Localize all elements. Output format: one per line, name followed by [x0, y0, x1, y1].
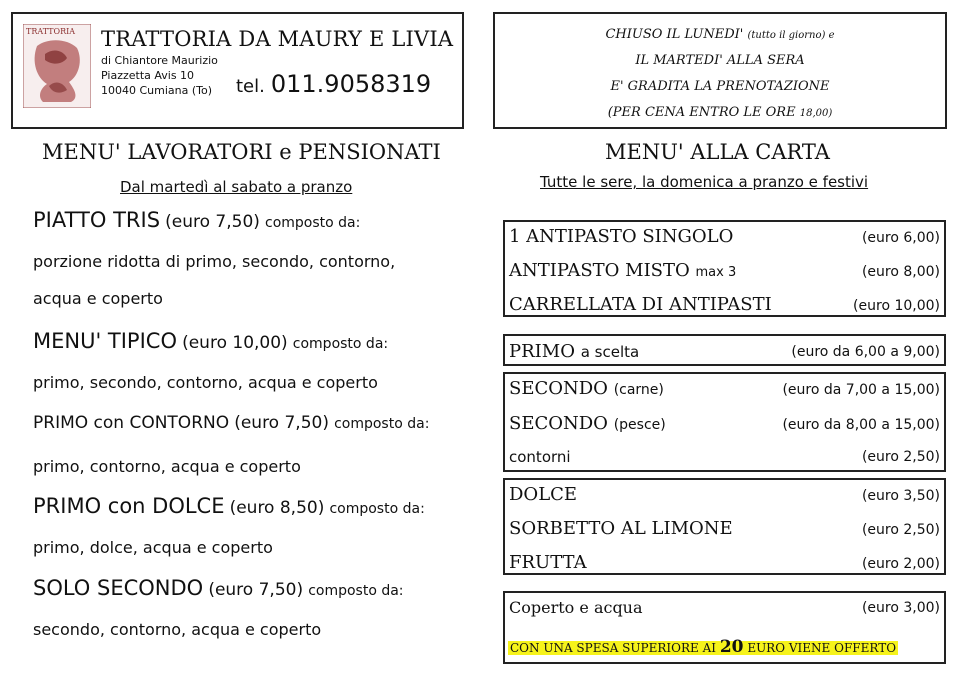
- menu-item-name: SECONDO: [509, 413, 608, 434]
- offer-description: porzione ridotta di primo, secondo, contorno,: [33, 252, 396, 271]
- notice-dinner-time: 18,00): [799, 108, 833, 119]
- carta-menu-subtitle: Tutte le sere, la domenica a pranzo e festivi: [540, 173, 869, 191]
- restaurant-header: [11, 12, 464, 129]
- menu-item-price: (euro 3,00): [861, 600, 940, 616]
- offer-suffix: composto da:: [292, 336, 389, 352]
- offer-suffix: composto da:: [265, 215, 361, 231]
- dolci-group: [503, 478, 946, 575]
- notice-line-2: IL MARTEDI' ALLA SERA: [635, 53, 805, 68]
- menu-item-price: (euro 6,00): [861, 230, 940, 246]
- notice-dinner: (PER CENA ENTRO LE ORE: [607, 105, 796, 120]
- menu-item-name: PRIMO: [509, 341, 575, 362]
- offer-text-post: EURO VIENE OFFERTO: [747, 641, 897, 655]
- notice-closed-monday: CHIUSO IL LUNEDI': [605, 27, 744, 42]
- menu-item-price: (euro 10,00): [853, 298, 940, 314]
- offer-text-pre: CON UNA SPESA SUPERIORE AI: [510, 641, 716, 655]
- offer-description: primo, dolce, acqua e coperto: [33, 538, 273, 557]
- offer-heading: [33, 494, 425, 518]
- offer-price: (euro 7,50): [165, 212, 260, 232]
- menu-item-price: (euro da 7,00 a 15,00): [782, 382, 940, 398]
- city-address: 10040 Cumiana (To): [101, 84, 213, 97]
- telephone: [236, 70, 431, 98]
- menu-item-name: DOLCE: [509, 484, 578, 505]
- primo-group: [503, 334, 946, 366]
- menu-item-price: (euro 3,50): [861, 488, 940, 504]
- workers-menu-title: MENU' LAVORATORI e PENSIONATI: [42, 140, 441, 164]
- restaurant-logo: [23, 24, 91, 108]
- offer-name: PIATTO TRIS: [33, 208, 161, 232]
- notice-line-1: [495, 27, 945, 42]
- menu-item-name: ANTIPASTO MISTO: [509, 260, 690, 281]
- offer-name: PRIMO con DOLCE: [33, 494, 225, 518]
- restaurant-name: TRATTORIA DA MAURY E LIVIA: [101, 27, 454, 51]
- menu-item-price: (euro 8,00): [861, 264, 940, 280]
- offer-heading: [33, 413, 429, 433]
- menu-item-note: (carne): [613, 382, 664, 398]
- offer-description: secondo, contorno, acqua e coperto: [33, 620, 322, 639]
- menu-item-name: 1 ANTIPASTO SINGOLO: [509, 226, 734, 247]
- menu-item-price: (euro 2,50): [861, 522, 940, 538]
- free-offer-highlight: [508, 637, 898, 657]
- notice-line-4: [495, 105, 945, 120]
- opening-notice: [493, 12, 947, 129]
- offer-suffix: composto da:: [308, 583, 404, 599]
- menu-item-price: (euro 2,00): [861, 556, 940, 572]
- offer-price: (euro 7,50): [234, 413, 329, 433]
- offer-name: MENU' TIPICO: [33, 329, 177, 353]
- offer-price: (euro 7,50): [208, 580, 304, 600]
- telephone-label: tel.: [236, 76, 265, 97]
- workers-menu-subtitle: Dal martedì al sabato a pranzo: [120, 178, 353, 196]
- menu-item-note: (pesce): [613, 417, 666, 433]
- offer-name: SOLO SECONDO: [33, 576, 204, 600]
- offer-suffix: composto da:: [329, 501, 425, 517]
- menu-item-name: Coperto e acqua: [509, 598, 643, 617]
- offer-description-2: acqua e coperto: [33, 289, 163, 308]
- menu-item-price: (euro 2,50): [861, 449, 940, 465]
- offer-description: primo, contorno, acqua e coperto: [33, 457, 301, 476]
- menu-item-name: SECONDO: [509, 378, 608, 399]
- secondi-group: [503, 372, 946, 472]
- offer-heading: [33, 329, 388, 353]
- offer-name: PRIMO con CONTORNO: [33, 413, 230, 433]
- offer-suffix: composto da:: [334, 416, 430, 432]
- antipasti-group: [503, 220, 946, 317]
- menu-item-note: a scelta: [580, 343, 640, 361]
- carta-menu-title: MENU' ALLA CARTA: [605, 140, 830, 164]
- menu-item-name: FRUTTA: [509, 552, 587, 573]
- menu-item-name: SORBETTO AL LIMONE: [509, 518, 733, 539]
- offer-price: (euro 10,00): [182, 333, 288, 353]
- svg-text:TRATTORIA: TRATTORIA: [26, 27, 76, 36]
- street-address: Piazzetta Avis 10: [101, 69, 195, 82]
- menu-item-name: CARRELLATA DI ANTIPASTI: [509, 294, 772, 315]
- menu-item-name: contorni: [509, 448, 571, 466]
- offer-description: primo, secondo, contorno, acqua e coperto: [33, 373, 378, 392]
- menu-item-price: (euro da 6,00 a 9,00): [791, 344, 940, 360]
- notice-all-day: (tutto il giorno) e: [747, 30, 835, 41]
- offer-heading: [33, 576, 404, 600]
- owner-name: di Chiantore Maurizio: [101, 54, 218, 67]
- notice-line-3: E' GRADITA LA PRENOTAZIONE: [610, 79, 830, 94]
- menu-item-note: max 3: [695, 265, 737, 280]
- telephone-number: 011.9058319: [270, 70, 432, 98]
- coperto-group: [503, 591, 946, 664]
- offer-heading: [33, 208, 360, 232]
- offer-amount: 20: [719, 637, 744, 657]
- offer-price: (euro 8,50): [229, 498, 325, 518]
- free-offer-banner: [508, 637, 898, 657]
- menu-item-price: (euro da 8,00 a 15,00): [782, 417, 940, 433]
